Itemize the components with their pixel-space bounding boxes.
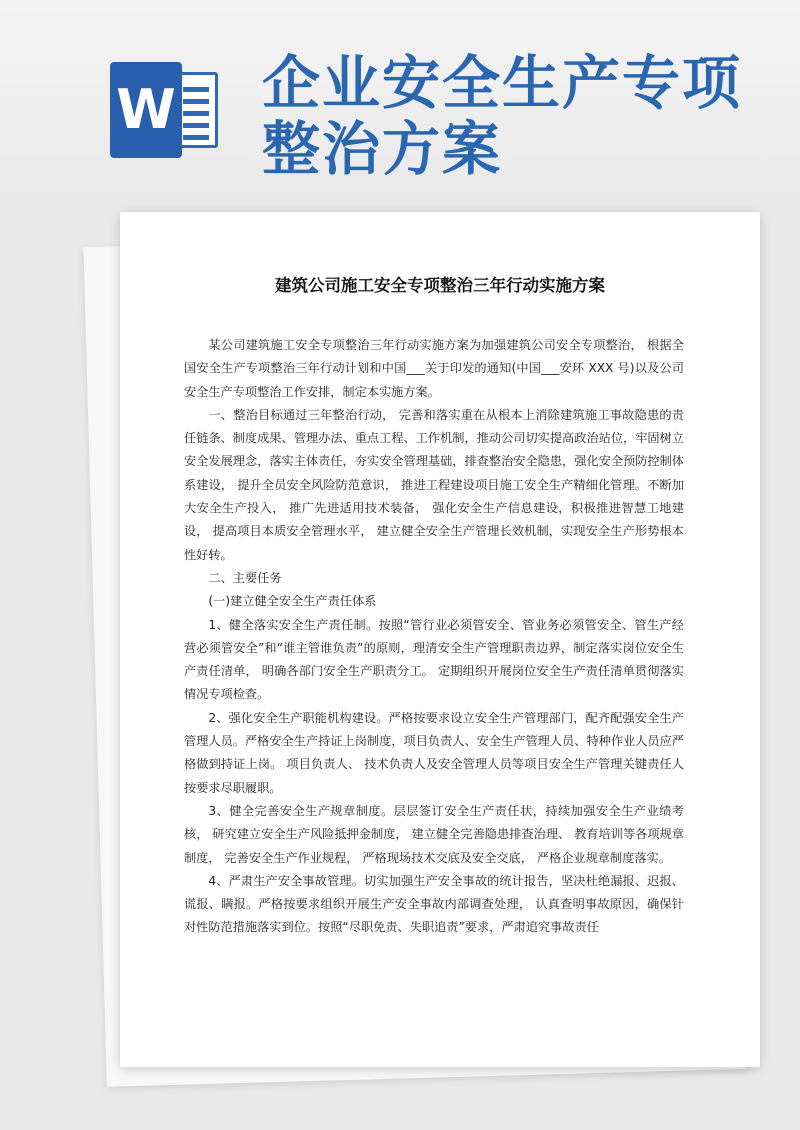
header-banner bbox=[0, 0, 800, 200]
paragraph-item-3: 3、健全完善安全生产规章制度。层层签订安全生产责任状，持续加强安全生产业绩考核， 研究建立安全生产风险抵押金制度， 建立健全完善隐患排查治理、 教育培训等各项规章制度， 完善安全生产作业规程， 严格现场技术交底及安全交底， 严格企业规章制度落实。 bbox=[184, 803, 684, 865]
paragraph-item-4: 4、严肃生产安全事故管理。切实加强生产安全事故的统计报告，坚决杜绝漏报、迟报、谎报、瞒报。严格按要求组织开展生产安全事故内部调查处理， 认真查明事故原因，确保针对性防范措施落实到位。按照“尽职免责、失职追责”要求，严肃追究事故责任 bbox=[184, 873, 684, 935]
hero-title-line-2: 整治方案 bbox=[262, 115, 503, 183]
hero-title-line-1: 企业安全生产专项 bbox=[262, 49, 743, 117]
document-body bbox=[184, 334, 684, 940]
paragraph-goal: 一、整治目标通过三年整治行动， 完善和落实重在从根本上消除建筑施工事故隐患的责任链条、制度成果、管理办法、重点工程、工作机制，推动公司切实提高政治站位，牢固树立安全发展理念，落实主体责任，夯实安全管理基础，排查整治安全隐患，强化安全预防控制体系建设， 提升全员安全风险防范意识， 推进工程建设项目施工安全生产精细化管理。不断加大安全生产投入， 推广先进适用技术装备， 强化安全生产信息建设，积极推进智慧工地建设， 提高项目本质安全管理水平， 建立健全安全生产管理长效机制，实现安全生产形势根本性好转。 bbox=[184, 407, 684, 562]
heading-main-tasks: 二、主要任务 bbox=[208, 570, 282, 585]
paragraph-item-1: 1、健全落实安全生产责任制。按照“管行业必须管安全、管业务必须管安全、管生产经营必须管安全”和“谁主管谁负责”的原则，理清安全生产管理职责边界，制定落实岗位安全生产责任清单， 明确各部门安全生产职责分工。 定期组织开展岗位安全生产责任清单贯彻落实情况专项检查。 bbox=[184, 617, 684, 702]
document-title: 建筑公司施工安全专项整治三年行动实施方案 bbox=[275, 276, 605, 295]
word-letter-badge: W bbox=[110, 62, 182, 158]
paragraph-item-2: 2、强化安全生产职能机构建设。严格按要求设立安全生产管理部门，配齐配强安全生产管理人员。严格安全生产持证上岗制度，项目负责人、安全生产管理人员、特种作业人员应严格做到持证上岗。 项目负责人、 技术负责人及安全管理人员等项目安全生产管理关键责任人按要求尽职履职。 bbox=[184, 710, 684, 795]
heading-responsibility-system: (一)建立健全安全生产责任体系 bbox=[208, 594, 377, 609]
hero-title bbox=[262, 50, 782, 182]
document-page bbox=[120, 212, 760, 1067]
paragraph-intro: 某公司建筑施工安全专项整治三年行动实施方案为加强建筑公司安全专项整治， 根据全国安全生产专项整治三年行动计划和中国___关于印发的通知(中国___安环 XXX 号)以及公司安全生产专项整治工作安排，制定本实施方案。 bbox=[184, 338, 684, 399]
word-doc-icon bbox=[110, 62, 220, 158]
